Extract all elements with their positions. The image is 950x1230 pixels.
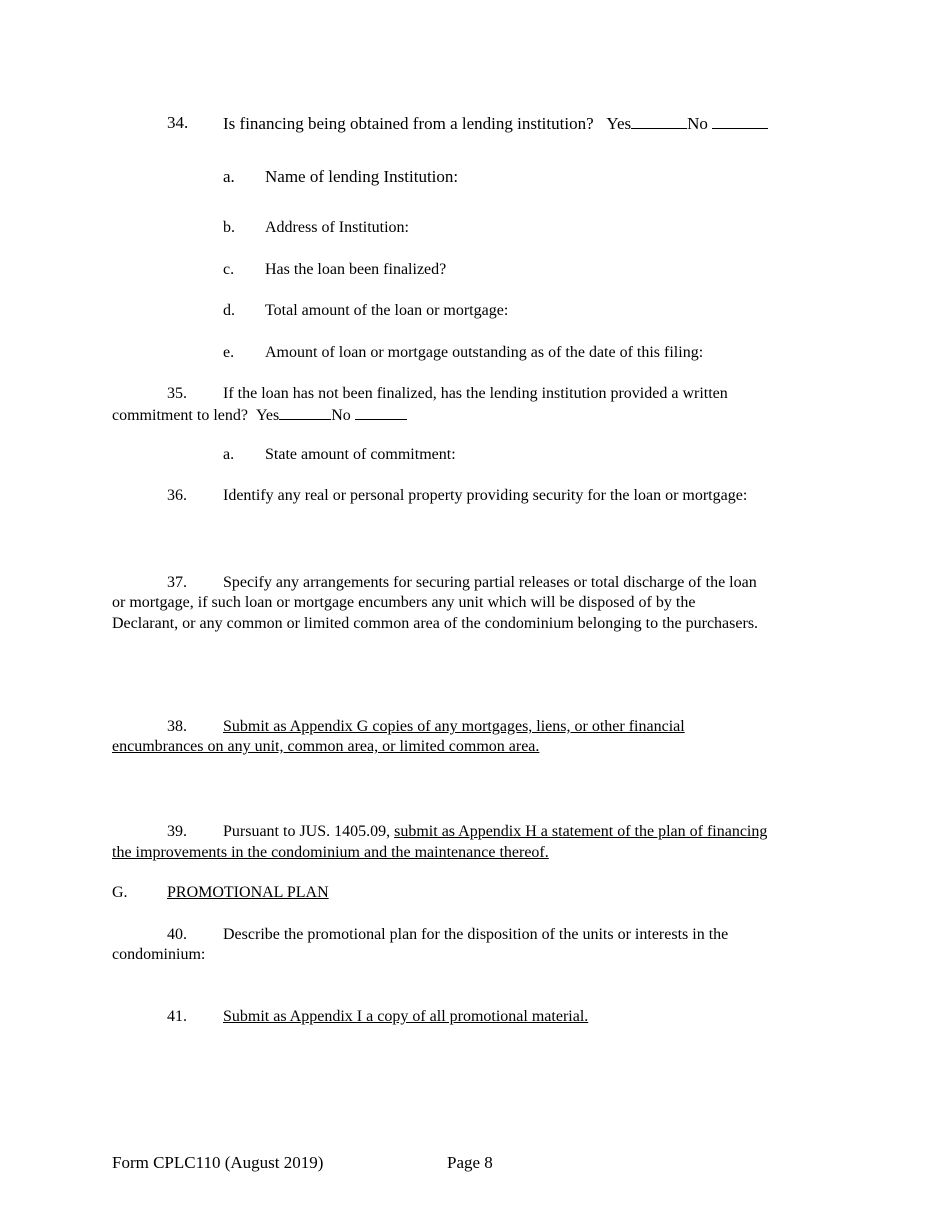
q41-text: Submit as Appendix I a copy of all promotional material. [223,1008,589,1025]
section-g-letter: G. [112,884,128,901]
q36-text: Identify any real or personal property providing security for the loan or mortgage: [223,487,748,504]
q37-line3: Declarant, or any common or limited common area of the condominium belonging to the purchasers. [112,615,759,632]
q37-line2: or mortgage, if such loan or mortgage encumbers any unit which will be disposed of by the [112,594,696,611]
q38-number: 38. [167,718,187,735]
q34-c-text: Has the loan been finalized? [265,261,447,278]
q34-b-letter: b. [223,219,235,236]
q34-a-text: Name of lending Institution: [265,167,459,186]
q34-no-label: No [687,114,708,133]
q41-number: 41. [167,1008,187,1025]
q34-a-letter: a. [223,167,235,186]
q34-question: Is financing being obtained from a lending institution? [223,114,594,133]
section-g-title: PROMOTIONAL PLAN [167,884,329,901]
q35-question-end: commitment to lend? [112,407,248,424]
q35-yes-blank[interactable] [279,404,331,420]
q34-e-text: Amount of loan or mortgage outstanding as of the date of this filing: [265,344,704,361]
q34-c-letter: c. [223,261,235,278]
q39-line2: the improvements in the condominium and the maintenance thereof. [112,844,549,861]
q35-number: 35. [167,385,187,402]
q34-d-letter: d. [223,302,235,319]
q39-line1 [223,822,767,843]
q40-line1: Describe the promotional plan for the disposition of the units or interests in the [223,926,729,943]
q34-number: 34. [167,113,189,132]
q35-a-letter: a. [223,446,235,463]
q38-line2: encumbrances on any unit, common area, or limited common area. [112,738,540,755]
footer-form-id: Form CPLC110 (August 2019) [112,1153,324,1172]
q39-underlined: submit as Appendix H a statement of the plan of financing [394,823,768,840]
q34-yes-label: Yes [606,114,632,133]
q35-a-text: State amount of commitment: [265,446,456,463]
q36-number: 36. [167,487,187,504]
q35-no-blank[interactable] [355,404,407,420]
q35-line1: If the loan has not been finalized, has the lending institution provided a written [223,385,728,402]
q35-no-label: No [331,407,351,424]
q34-no-blank[interactable] [712,113,768,129]
q34-e-letter: e. [223,344,235,361]
q34-yes-blank[interactable] [631,113,687,129]
q35-yes-label: Yes [255,407,280,424]
q34-b-text: Address of Institution: [265,219,409,236]
q37-number: 37. [167,574,187,591]
q37-line1: Specify any arrangements for securing partial releases or total discharge of the loan [223,574,757,591]
q34-text [223,113,768,135]
q39-prefix: Pursuant to JUS. 1405.09, [223,823,395,840]
q39-number: 39. [167,823,187,840]
q40-number: 40. [167,926,187,943]
q38-line1: Submit as Appendix G copies of any mortgages, liens, or other financial [223,718,685,735]
q40-line2: condominium: [112,946,206,963]
q35-line2 [112,404,407,427]
footer-page-number: Page 8 [447,1153,493,1172]
q34-d-text: Total amount of the loan or mortgage: [265,302,509,319]
